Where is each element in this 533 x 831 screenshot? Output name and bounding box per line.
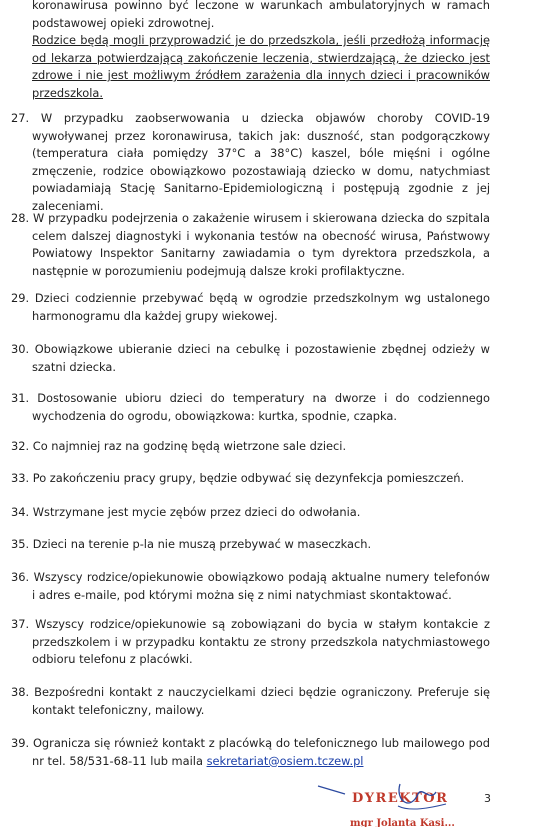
continuation-paragraph: [32, 0, 490, 103]
item-number: 37.: [11, 617, 30, 631]
stamp-title: DYREKTOR: [352, 791, 449, 806]
item-number: 35.: [11, 537, 30, 551]
stamp-name: mgr Jolanta Kasi...: [350, 818, 455, 827]
item-text: Wstrzymane jest mycie zębów przez dzieci do odwołania.: [32, 505, 361, 519]
list-item-35: [11, 536, 490, 554]
item-text: Obowiązkowe ubieranie dzieci na cebulkę i pozostawienie zbędnej odzieży w szatni dziecka.: [32, 342, 491, 374]
list-item-29: [11, 290, 490, 325]
signature-stroke: [318, 786, 345, 794]
item-number: 39.: [11, 736, 30, 750]
continuation-text: koronawirusa powinno być leczone w warunkach ambulatoryjnych w ramach podstawowej opieki zdrowotnej.: [32, 0, 490, 30]
list-item-32: [11, 438, 490, 456]
item-number: 30.: [11, 342, 30, 356]
item-text: Wszyscy rodzice/opiekunowie są zobowiązani do bycia w stałym kontakcie z przedszkolem i w przypadku kontaktu ze strony przedszkola natychmiastowego odbioru telefonu z placówki.: [32, 617, 491, 667]
signature-footer: [0, 782, 533, 827]
email-link[interactable]: sekretariat@osiem.tczew.pl: [206, 753, 364, 768]
item-text: Dzieci codziennie przebywać będą w ogrodzie przedszkolnym wg ustalonego harmonogramu dla każdej grupy wiekowej.: [32, 291, 490, 323]
list-item-39: [11, 735, 490, 770]
list-item-37: [11, 616, 490, 669]
list-item-36: [11, 569, 490, 604]
list-item-38: [11, 684, 490, 719]
item-number: 28.: [11, 211, 30, 225]
list-item-27: [11, 110, 490, 216]
item-number: 32.: [11, 439, 30, 453]
list-item-31: [11, 390, 490, 425]
underlined-statement: Rodzice będą mogli przyprowadzić je do przedszkola, jeśli przedłożą informację od lekarza potwierdzającą zakończenie leczenia, stwierdzającą, że dziecko jest zdrowe i nie jest możliwym źródłem zarażenia dla innych dzieci i pracowników przedszkola.: [32, 33, 490, 100]
list-item-30: [11, 341, 490, 376]
item-number: 38.: [11, 685, 30, 699]
item-text: W przypadku zaobserwowania u dziecka objawów choroby COVID-19 wywoływanej przez koronawirusa, takich jak: duszność, stan podgorączkowy (temperatura ciała pomiędzy 37°C a 38°C) kaszel, bóle mięśni i ogólne zmęczenie, rodzice obowiązkowo pozostawiają dziecko w domu, natychmiast powiadamiają Stację Sanitarno-Epidemiologiczną i postępują zgodnie z jej zaleceniami.: [32, 111, 490, 213]
director-stamp: [0, 782, 533, 827]
item-text: Ogranicza się również kontakt z placówką do telefonicznego lub mailowego pod nr tel. 58/531-68-11 lub maila: [32, 736, 490, 768]
item-text: Wszyscy rodzice/opiekunowie obowiązkowo podają aktualne numery telefonów i adres e-maile, pod którymi można się z nimi natychmiast skontaktować.: [32, 570, 490, 602]
item-text: Co najmniej raz na godzinę będą wietrzone sale dzieci.: [32, 439, 347, 453]
list-item-28: [11, 210, 490, 280]
list-item-33: [11, 470, 490, 488]
item-text: Po zakończeniu pracy grupy, będzie odbywać się dezynfekcja pomieszczeń.: [32, 471, 465, 485]
item-text: Dzieci na terenie p-la nie muszą przebywać w maseczkach.: [32, 537, 372, 551]
item-number: 29.: [11, 291, 30, 305]
item-text: W przypadku podejrzenia o zakażenie wirusem i skierowana dziecka do szpitala celem dalszej diagnostyki i wykonania testów na obecność wirusa, Państwowy Powiatowy Inspektor Sanitarny zawiadamia o tym dyrektora przedszkola, a następnie w porozumieniu podejmują dalsze kroki profilaktyczne.: [32, 211, 490, 278]
item-number: 27.: [11, 111, 30, 125]
item-text: Bezpośredni kontakt z nauczycielkami dzieci będzie ograniczony. Preferuje się kontakt telefoniczny, mailowy.: [32, 685, 490, 717]
item-number: 36.: [11, 570, 30, 584]
item-text: Dostosowanie ubioru dzieci do temperatury na dworze i do codziennego wychodzenia do ogrodu, obowiązkowa: kurtka, spodnie, czapka.: [32, 391, 490, 423]
item-number: 31.: [11, 391, 30, 405]
item-number: 34.: [11, 505, 30, 519]
list-item-34: [11, 504, 490, 522]
page-number: 3: [484, 792, 491, 805]
item-number: 33.: [11, 471, 30, 485]
